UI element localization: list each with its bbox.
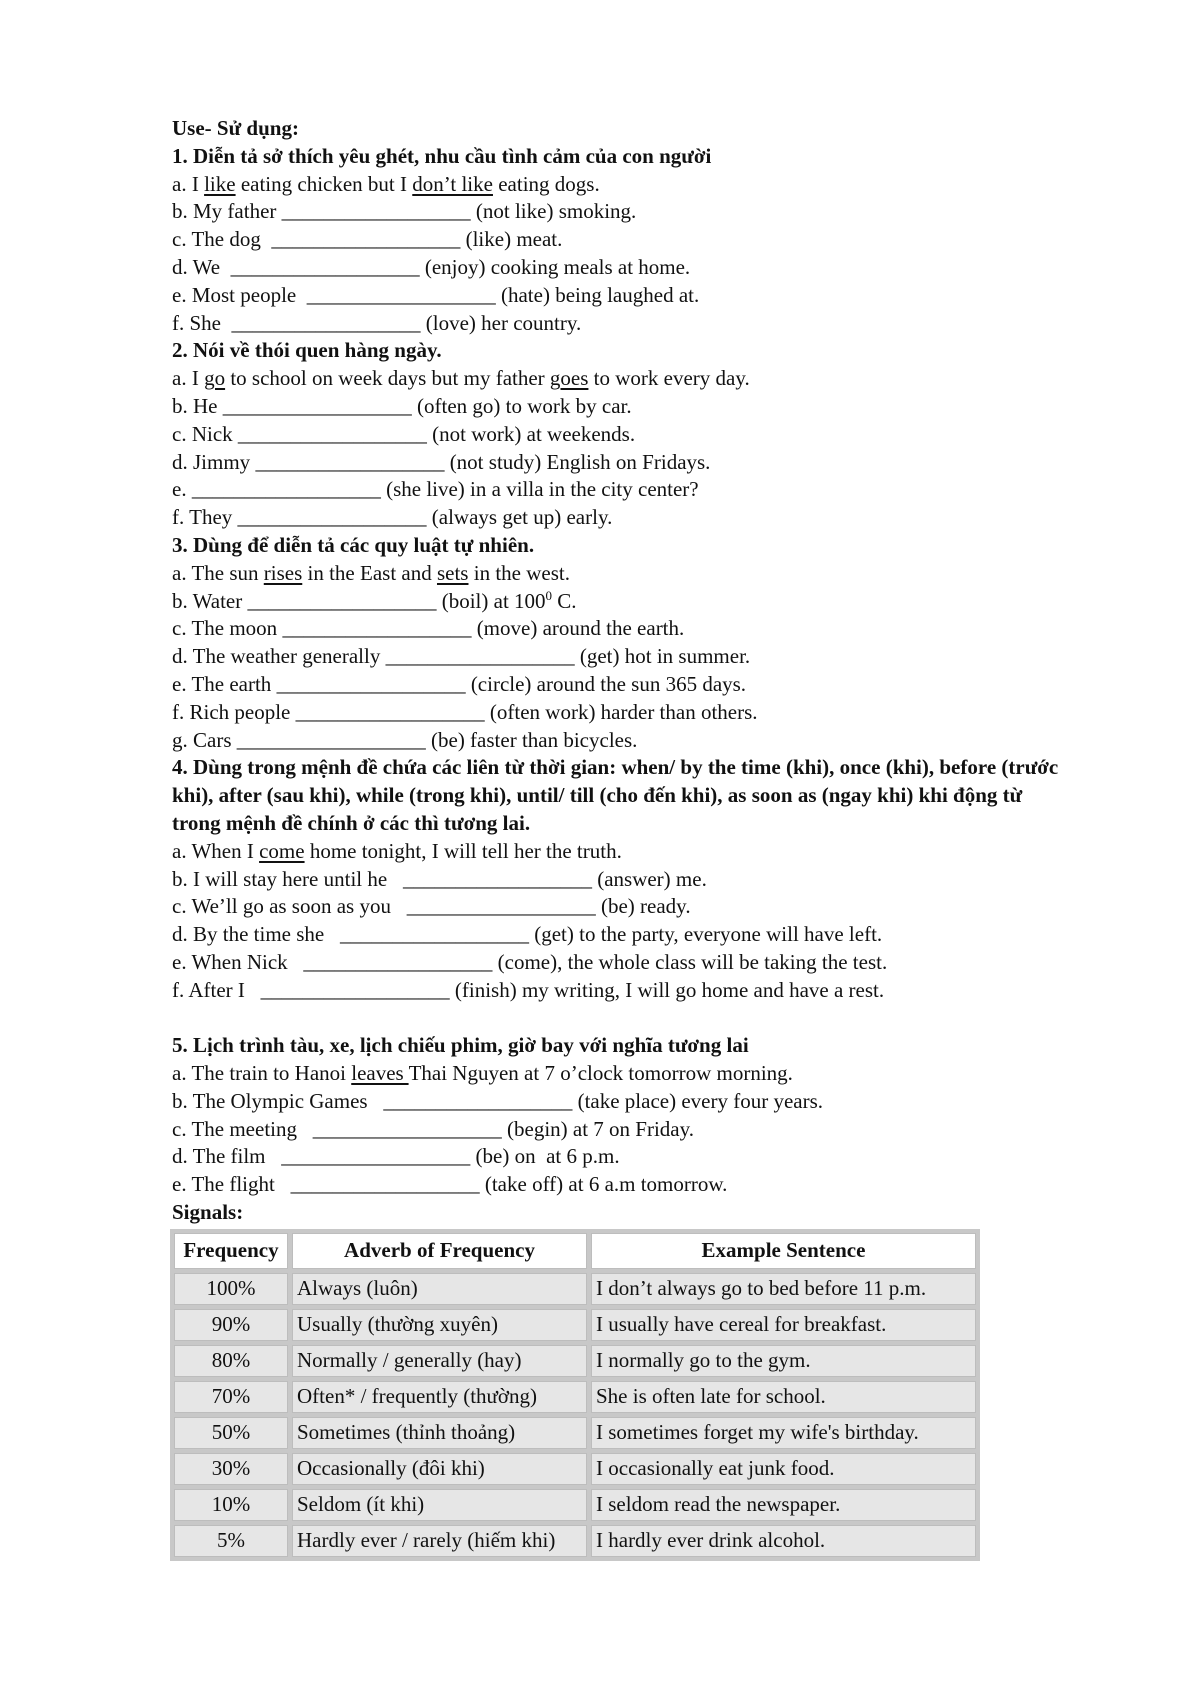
section-3	[172, 532, 1072, 754]
exercise-item: b. My father __________________ (not like) smoking.	[172, 199, 637, 224]
superscript: 0	[545, 587, 553, 603]
exercise-item: e. When Nick __________________ (come), the whole class will be taking the test.	[172, 949, 888, 974]
example-sentence: a. I like eating chicken but I don’t like eating dogs.	[172, 171, 600, 196]
answer-blank: __________________	[406, 894, 596, 919]
section-title: 3. Dùng để diễn tả các quy luật tự nhiên.	[172, 532, 535, 557]
answer-blank: __________________	[271, 227, 461, 252]
answer-blank: __________________	[306, 282, 496, 307]
exercise-item: d. The weather generally __________________ (get) hot in summer.	[172, 644, 751, 669]
exercise-item: f. Rich people __________________ (often work) harder than others.	[172, 699, 758, 724]
exercise-item: b. The Olympic Games __________________ (take place) every four years.	[172, 1088, 824, 1113]
frequency-cell: 100%	[174, 1273, 288, 1305]
answer-blank: __________________	[281, 199, 471, 224]
frequency-cell: 30%	[174, 1453, 288, 1485]
signals-title: Signals:	[172, 1200, 244, 1225]
answer-blank: __________________	[255, 449, 445, 474]
answer-blank: __________________	[237, 421, 427, 446]
frequency-cell: 70%	[174, 1381, 288, 1413]
exercise-item: d. The film __________________ (be) on at 6 p.m.	[172, 1144, 620, 1169]
answer-blank: __________________	[247, 588, 437, 613]
example-cell: I normally go to the gym.	[591, 1345, 976, 1377]
example-cell: I hardly ever drink alcohol.	[591, 1525, 976, 1557]
adverb-cell: Normally / generally (hay)	[292, 1345, 587, 1377]
exercise-item: d. We __________________ (enjoy) cooking meals at home.	[172, 254, 691, 279]
table-row	[174, 1381, 976, 1413]
answer-blank: __________________	[303, 949, 493, 974]
table-row	[174, 1489, 976, 1521]
exercise-item: f. After I __________________ (finish) my writing, I will go home and have a rest.	[172, 977, 885, 1002]
table-header-row	[174, 1233, 976, 1269]
answer-blank: __________________	[231, 310, 421, 335]
exercise-item: e. __________________ (she live) in a villa in the city center?	[172, 477, 699, 502]
answer-blank: __________________	[236, 727, 426, 752]
exercise-item: c. The moon __________________ (move) around the earth.	[172, 616, 685, 641]
document-page	[172, 115, 1072, 1561]
adverb-cell: Seldom (ít khi)	[292, 1489, 587, 1521]
example-cell: I seldom read the newspaper.	[591, 1489, 976, 1521]
answer-blank: __________________	[282, 616, 472, 641]
adverb-cell: Usually (thường xuyên)	[292, 1309, 587, 1341]
section-title: 5. Lịch trình tàu, xe, lịch chiếu phim, giờ bay với nghĩa tương lai	[172, 1033, 749, 1058]
example-cell: I usually have cereal for breakfast.	[591, 1309, 976, 1341]
answer-blank: __________________	[260, 977, 450, 1002]
section-2	[172, 337, 1072, 532]
section-title: 2. Nói về thói quen hàng ngày.	[172, 338, 442, 363]
adverb-cell: Occasionally (đôi khi)	[292, 1453, 587, 1485]
adverb-cell: Always (luôn)	[292, 1273, 587, 1305]
table-row	[174, 1417, 976, 1449]
answer-blank: __________________	[237, 505, 427, 530]
exercise-item: c. Nick __________________ (not work) at weekends.	[172, 421, 636, 446]
table-row	[174, 1345, 976, 1377]
exercise-item: b. I will stay here until he __________________ (answer) me.	[172, 866, 707, 891]
section-5	[172, 1032, 1072, 1199]
adverb-cell: Hardly ever / rarely (hiếm khi)	[292, 1525, 587, 1557]
table-row	[174, 1453, 976, 1485]
answer-blank: __________________	[230, 254, 420, 279]
example-sentence: a. The train to Hanoi leaves Thai Nguyen at 7 o’clock tomorrow morning.	[172, 1061, 793, 1086]
exercise-item: g. Cars __________________ (be) faster than bicycles.	[172, 727, 638, 752]
exercise-item: e. The earth __________________ (circle) around the sun 365 days.	[172, 671, 747, 696]
page-heading: Use- Sử dụng:	[172, 116, 299, 140]
answer-blank: __________________	[290, 1172, 480, 1197]
table-row	[174, 1273, 976, 1305]
column-header: Adverb of Frequency	[292, 1233, 587, 1269]
exercise-item: d. By the time she __________________ (get) to the party, everyone will have left.	[172, 922, 883, 947]
example-cell: I don’t always go to bed before 11 p.m.	[591, 1273, 976, 1305]
frequency-table	[170, 1229, 980, 1561]
answer-blank: __________________	[383, 1088, 573, 1113]
exercise-item: d. Jimmy __________________ (not study) English on Fridays.	[172, 449, 711, 474]
adverb-cell: Often* / frequently (thường)	[292, 1381, 587, 1413]
column-header: Example Sentence	[591, 1233, 976, 1269]
frequency-cell: 10%	[174, 1489, 288, 1521]
exercise-item: c. We’ll go as soon as you __________________ (be) ready.	[172, 894, 691, 919]
adverb-cell: Sometimes (thỉnh thoảng)	[292, 1417, 587, 1449]
exercise-item: f. They __________________ (always get up) early.	[172, 505, 613, 530]
answer-blank: __________________	[191, 477, 381, 502]
exercise-item: c. The meeting __________________ (begin) at 7 on Friday.	[172, 1116, 695, 1141]
frequency-cell: 5%	[174, 1525, 288, 1557]
answer-blank: __________________	[402, 866, 592, 891]
answer-blank: __________________	[222, 393, 412, 418]
exercise-item: f. She __________________ (love) her country.	[172, 310, 582, 335]
answer-blank: __________________	[281, 1144, 471, 1169]
exercise-item: b. Water __________________ (boil) at $100^0$ C.	[172, 587, 577, 613]
exercise-item: e. The flight __________________ (take off) at 6 a.m tomorrow.	[172, 1172, 728, 1197]
answer-blank: __________________	[385, 644, 575, 669]
example-sentence: a. I go to school on week days but my father goes to work every day.	[172, 366, 750, 391]
example-sentence: a. The sun rises in the East and sets in the west.	[172, 560, 570, 585]
frequency-cell: 90%	[174, 1309, 288, 1341]
answer-blank: __________________	[339, 922, 529, 947]
section-title: 4. Dùng trong mệnh đề chứa các liên từ thời gian: when/ by the time (khi), once (khi), before (trước khi), after (sau khi), while (trong khi), until/ till (cho đến khi), as soon as (ngay khi) khi động từ trong mệnh đề chính ở các thì tương lai.	[172, 755, 1059, 835]
frequency-cell: 80%	[174, 1345, 288, 1377]
exercise-item: b. He __________________ (often go) to work by car.	[172, 393, 632, 418]
exercise-item: c. The dog __________________ (like) meat.	[172, 227, 563, 252]
answer-blank: __________________	[295, 699, 485, 724]
example-cell: I occasionally eat junk food.	[591, 1453, 976, 1485]
table-row	[174, 1309, 976, 1341]
answer-blank: __________________	[276, 671, 466, 696]
spacer	[172, 1005, 1072, 1033]
example-cell: She is often late for school.	[591, 1381, 976, 1413]
section-1	[172, 143, 1072, 338]
column-header: Frequency	[174, 1233, 288, 1269]
frequency-cell: 50%	[174, 1417, 288, 1449]
table-row	[174, 1525, 976, 1557]
exercise-item: e. Most people __________________ (hate) being laughed at.	[172, 282, 700, 307]
answer-blank: __________________	[312, 1116, 502, 1141]
section-4	[172, 754, 1072, 1004]
section-title: 1. Diễn tả sở thích yêu ghét, nhu cầu tình cảm của con người	[172, 143, 712, 168]
example-sentence: a. When I come home tonight, I will tell her the truth.	[172, 838, 622, 863]
example-cell: I sometimes forget my wife's birthday.	[591, 1417, 976, 1449]
